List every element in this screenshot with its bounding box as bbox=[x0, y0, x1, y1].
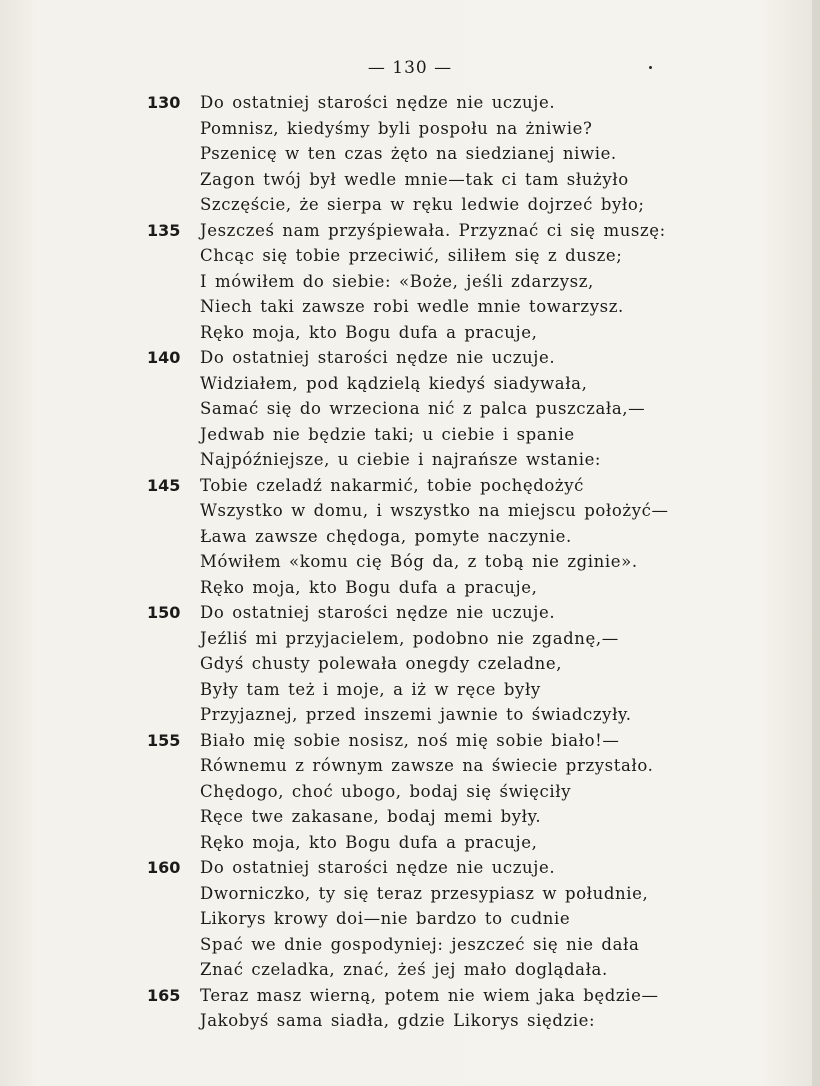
line-number: 165 bbox=[147, 985, 181, 1005]
verse-text: Samać się do wrzeciona nić z palca puszczała,— bbox=[200, 399, 646, 418]
ink-speck bbox=[649, 66, 652, 69]
verse-text: Likorys krowy doi—nie bardzo to cudnie bbox=[200, 909, 571, 928]
poem-line bbox=[0, 447, 820, 473]
line-number: 150 bbox=[147, 603, 181, 622]
verse-text: Szczęście, że sierpa w ręku ledwie dojrzeć było; bbox=[200, 195, 645, 214]
verse-text: Pszenicę w ten czas żęto na siedzianej niwie. bbox=[200, 144, 617, 163]
poem-line bbox=[0, 192, 820, 218]
verse-text: Gdyś chusty polewała onegdy czeladne, bbox=[200, 654, 563, 673]
poem-line bbox=[0, 167, 820, 193]
verse-text: Najpóźniejsze, u ciebie i najrańsze wstanie: bbox=[200, 450, 602, 469]
poem-line bbox=[0, 677, 820, 703]
page-number-header: — 130 — bbox=[367, 58, 453, 78]
poem-line bbox=[0, 600, 820, 626]
verse-text: Chędogo, choć ubogo, bodaj się święciły bbox=[200, 781, 572, 801]
verse-text: Teraz masz wierną, potem nie wiem jaka będzie— bbox=[200, 985, 659, 1005]
poem-line bbox=[0, 473, 820, 499]
verse-text: Niech taki zawsze robi wedle mnie towarzysz. bbox=[200, 297, 624, 316]
poem-line bbox=[0, 728, 820, 754]
poem-line bbox=[0, 932, 820, 958]
verse-text: Wszystko w domu, i wszystko na miejscu położyć— bbox=[200, 501, 669, 520]
verse-text: I mówiłem do siebie: «Boże, jeśli zdarzysz, bbox=[200, 271, 594, 291]
poem-line bbox=[0, 320, 820, 346]
verse-text: Jeźliś mi przyjacielem, podobno nie zgadnę,— bbox=[200, 628, 619, 648]
poem-line bbox=[0, 779, 820, 805]
verse-text: Do ostatniej starości nędze nie uczuje. bbox=[200, 348, 556, 367]
verse-text: Dworniczko, ty się teraz przesypiasz w południe, bbox=[200, 883, 649, 903]
poem-line bbox=[0, 422, 820, 448]
poem-line bbox=[0, 855, 820, 881]
line-number: 155 bbox=[147, 730, 181, 750]
verse-text: Były tam też i moje, a iż w ręce były bbox=[200, 679, 541, 699]
verse-text: Chcąc się tobie przeciwić, siliłem się z dusze; bbox=[200, 246, 623, 265]
poem-line bbox=[0, 881, 820, 907]
verse-text: Do ostatniej starości nędze nie uczuje. bbox=[200, 603, 556, 622]
poem-line bbox=[0, 141, 820, 167]
verse-text: Ręko moja, kto Bogu dufa a pracuje, bbox=[200, 577, 538, 597]
verse-text: Jeszcześ nam przyśpiewała. Przyznać ci się muszę: bbox=[200, 220, 666, 240]
poem-line bbox=[0, 906, 820, 932]
poem-line bbox=[0, 626, 820, 652]
verse-text: Ława zawsze chędoga, pomyte naczynie. bbox=[200, 526, 572, 546]
verse-text: Mówiłem «komu cię Bóg da, z tobą nie zginie». bbox=[200, 552, 638, 571]
poem-line bbox=[0, 651, 820, 677]
verse-text: Do ostatniej starości nędze nie uczuje. bbox=[200, 858, 556, 877]
poem-line bbox=[0, 269, 820, 295]
verse-text: Jedwab nie będzie taki; u ciebie i spanie bbox=[200, 424, 575, 444]
poem-line bbox=[0, 218, 820, 244]
poem-line bbox=[0, 549, 820, 575]
line-number: 140 bbox=[147, 348, 181, 367]
poem-line bbox=[0, 804, 820, 830]
verse-text: Zagon twój był wedle mnie—tak ci tam służyło bbox=[200, 169, 629, 189]
poem-line bbox=[0, 983, 820, 1009]
poem-line bbox=[0, 294, 820, 320]
line-number: 135 bbox=[147, 220, 181, 240]
poem-line bbox=[0, 371, 820, 397]
poem-line bbox=[0, 830, 820, 856]
verse-text: Widziałem, pod kądzielą kiedyś siadywała, bbox=[200, 373, 588, 393]
verse-text: Biało mię sobie nosisz, noś mię sobie biało!— bbox=[200, 730, 620, 750]
poem-line bbox=[0, 524, 820, 550]
verse-text: Znać czeladka, znać, żeś jej mało doglądała. bbox=[200, 960, 608, 979]
line-number: 145 bbox=[147, 475, 181, 495]
poem-body bbox=[0, 90, 820, 1034]
poem-line bbox=[0, 243, 820, 269]
verse-text: Równemu z równym zawsze na świecie przystało. bbox=[200, 756, 654, 775]
poem-line bbox=[0, 498, 820, 524]
poem-line bbox=[0, 1008, 820, 1034]
poem-line bbox=[0, 575, 820, 601]
verse-text: Tobie czeladź nakarmić, tobie pochędożyć bbox=[200, 475, 584, 495]
verse-text: Ręko moja, kto Bogu dufa a pracuje, bbox=[200, 322, 538, 342]
poem-line bbox=[0, 957, 820, 983]
verse-text: Do ostatniej starości nędze nie uczuje. bbox=[200, 93, 556, 112]
poem-line bbox=[0, 396, 820, 422]
poem-line bbox=[0, 753, 820, 779]
verse-text: Jakobyś sama siadła, gdzie Likorys siędzie: bbox=[200, 1011, 596, 1030]
verse-text: Pomnisz, kiedyśmy byli pospołu na żniwie? bbox=[200, 118, 593, 138]
verse-text: Przyjaznej, przed inszemi jawnie to świadczyły. bbox=[200, 705, 632, 724]
poem-line bbox=[0, 702, 820, 728]
line-number: 160 bbox=[147, 858, 181, 877]
line-number: 130 bbox=[147, 93, 181, 112]
poem-line bbox=[0, 90, 820, 116]
verse-text: Ręko moja, kto Bogu dufa a pracuje, bbox=[200, 832, 538, 852]
poem-line bbox=[0, 345, 820, 371]
verse-text: Spać we dnie gospodyniej: jeszczeć się nie dała bbox=[200, 934, 640, 954]
verse-text: Ręce twe zakasane, bodaj memi były. bbox=[200, 807, 542, 826]
poem-line bbox=[0, 116, 820, 142]
